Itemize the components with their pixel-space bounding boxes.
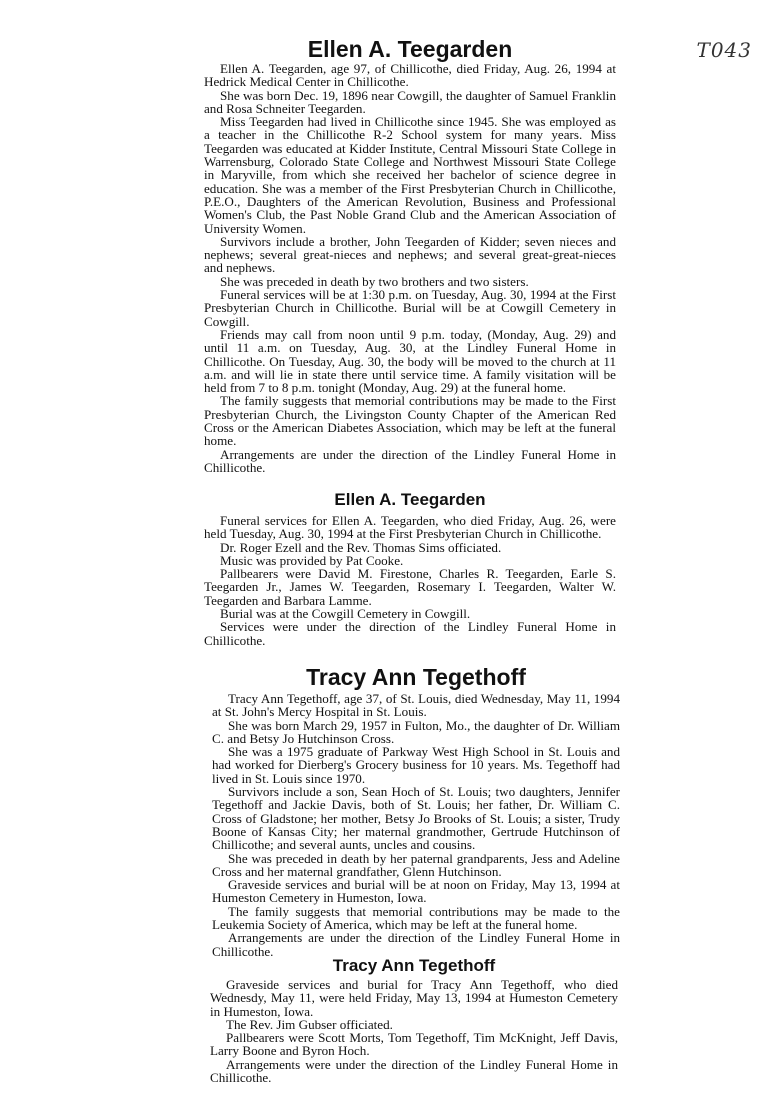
ellen-paragraph: Survivors include a brother, John Teegarden of Kidder; seven nieces and nephews; several great-nieces and nephews; and several great-great-nieces and nephews. (204, 233, 616, 276)
ellen-paragraph: Friends may call from noon until 9 p.m. today, (Monday, Aug. 29) and until 11 a.m. on Tuesday, Aug. 30, at the Lindley Funeral Home in Chillicothe. On Tuesday, Aug. 30, the body will be moved to the church at 11 a.m. and will lie in state there until service time. A family visitation will be held from 7 to 8 p.m. tonight (Monday, Aug. 29) at the funeral home. (204, 326, 616, 396)
ellen-followup-paragraph: Services were under the direction of the Lindley Funeral Home in Chillicothe. (204, 619, 616, 648)
ellen-obituary (204, 36, 616, 474)
corner-mark: T043 (696, 38, 752, 62)
tracy-paragraph: She was a 1975 graduate of Parkway West High School in St. Louis and had worked for Dierberg's Grocery business for 10 years. Ms. Tegethoff had lived in St. Louis since 1970. (212, 744, 620, 786)
tracy-paragraph: Graveside services and burial will be at noon on Friday, May 13, 1994 at Humeston Cemetery in Humeston, Iowa. (212, 877, 620, 906)
tracy-paragraph: Survivors include a son, Sean Hoch of St. Louis; two daughters, Jennifer Tegethoff and Jackie Davis, both of St. Louis; her father, Dr. William C. Cross of Gladstone; her mother, Betsy Jo Brooks of St. Louis; a sister, Trudy Boone of Kansas City; her maternal grandmother, Gertrude Hutchinson of Chillicothe; and several aunts, uncles and cousins. (212, 784, 620, 853)
ellen-paragraph: She was preceded in death by two brothers and two sisters. (220, 273, 529, 289)
ellen-followup-notice (204, 490, 616, 647)
tracy-paragraph: The family suggests that memorial contributions may be made to the Leukemia Society of America, which may be left at the funeral home. (212, 903, 620, 933)
ellen-paragraph: Funeral services will be at 1:30 p.m. on Tuesday, Aug. 30, 1994 at the First Presbyterian Church in Chillicothe. Burial will be at Cowgill Cemetery in Cowgill. (204, 287, 616, 329)
ellen-followup-paragraph: Dr. Roger Ezell and the Rev. Thomas Sims officiated. (220, 539, 502, 555)
ellen-paragraph: Miss Teegarden had lived in Chillicothe since 1945. She was employed as a teacher in the Chillicothe R-2 School system for many years. Miss Teegarden was educated at Kidder Institute, Central Missouri State College in Warrensburg, Colorado State College and Northwest Missouri State College in Maryville, from which she received her bachelor of science degree in education. She was a member of the First Presbyterian Church in Chillicothe, P.E.O., Daughters of the American Revolution, Business and Professional Women's Club, the Past Noble Grand Club and the American Association of University Women. (204, 114, 616, 236)
tracy-followup-heading: Tracy Ann Tegethoff (332, 956, 496, 975)
tracy-paragraph: She was preceded in death by her paternal grandparents, Jess and Adeline Cross and her maternal grandfather, Glenn Hutchinson. (212, 850, 620, 879)
ellen-followup-heading: Ellen A. Teegarden (334, 490, 486, 509)
tracy-paragraph: Arrangements are under the direction of the Lindley Funeral Home in Chillicothe. (212, 930, 620, 959)
ellen-followup-paragraph: Music was provided by Pat Cooke. (220, 552, 404, 568)
tracy-paragraph: Tracy Ann Tegethoff, age 37, of St. Louis, died Wednesday, May 11, 1994 at St. John's Mercy Hospital in St. Louis. (212, 691, 620, 720)
ellen-paragraph: The family suggests that memorial contributions may be made to the First Presbyterian Church, the Livingston County Chapter of the American Red Cross or the American Diabetes Association, which may be left at the funeral home. (204, 393, 616, 449)
tracy-followup-notice (210, 956, 618, 1084)
ellen-followup-paragraph: Funeral services for Ellen A. Teegarden, who died Friday, Aug. 26, were held Tuesday, Aug. 30, 1994 at the First Presbyterian Church in Chillicothe. (204, 513, 616, 542)
ellen-obituary-heading: Ellen A. Teegarden (307, 36, 513, 62)
tracy-obituary-heading: Tracy Ann Tegethoff (306, 664, 526, 690)
ellen-paragraph: Arrangements are under the direction of the Lindley Funeral Home in Chillicothe. (204, 446, 616, 475)
tracy-followup-paragraph: Pallbearers were Scott Morts, Tom Tegethoff, Tim McKnight, Jeff Davis, Larry Boone and Byron Hoch. (210, 1030, 618, 1059)
tracy-followup-paragraph: Graveside services and burial for Tracy Ann Tegethoff, who died Wednesdy, May 11, were held Friday, May 13, 1994 at Humeston Cemetery in Humeston, Iowa. (210, 977, 618, 1019)
tracy-followup-paragraph: The Rev. Jim Gubser officiated. (226, 1016, 393, 1032)
ellen-followup-paragraph: Pallbearers were David M. Firestone, Charles R. Teegarden, Earle S. Teegarden Jr., James W. Teegarden, Rosemary I. Teegarden, Walter W. Teegarden and Barbara Lamme. (204, 566, 616, 608)
ellen-paragraph: Ellen A. Teegarden, age 97, of Chillicothe, died Friday, Aug. 26, 1994 at Hedrick Medical Center in Chillicothe. (204, 61, 616, 90)
tracy-obituary (212, 664, 620, 958)
tracy-followup-paragraph: Arrangements were under the direction of the Lindley Funeral Home in Chillicothe. (210, 1056, 618, 1086)
ellen-paragraph: She was born Dec. 19, 1896 near Cowgill, the daughter of Samuel Franklin and Rosa Schneiter Teegarden. (204, 87, 616, 116)
tracy-paragraph: She was born March 29, 1957 in Fulton, Mo., the daughter of Dr. William C. and Betsy Jo Hutchinson Cross. (212, 717, 620, 746)
ellen-followup-paragraph: Burial was at the Cowgill Cemetery in Cowgill. (220, 606, 471, 622)
